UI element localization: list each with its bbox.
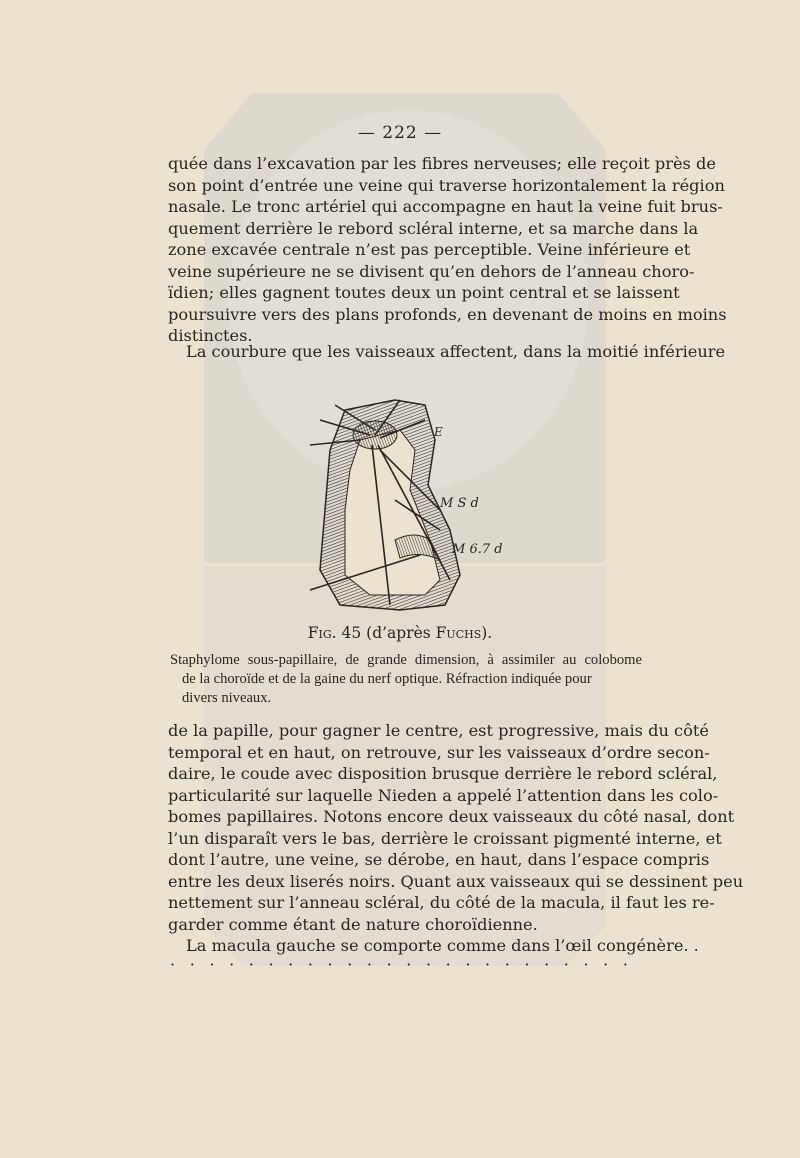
leader-dot: · [209,955,215,974]
text-line: daire, le coude avec disposition brusque derrière le rebord scléral, [168,764,718,783]
text-line: La courbure que les vaisseaux affectent, dans la moitié inférieure [186,342,726,361]
leader-dot: · [327,955,333,974]
paragraph-3 [168,720,744,935]
leader-dot: · [347,955,353,974]
text-line: zone excavée centrale n’est pas perceptible. Veine inférieure et [168,240,691,259]
text-line: La macula gauche se comporte comme dans l’œil congénère. . [186,936,699,955]
text-line: particularité sur laquelle Nieden a appelé l’attention dans les colo- [168,785,719,805]
leader-dot: · [307,955,313,974]
leader-dot: · [583,955,589,974]
leader-dot: · [268,955,274,974]
text-line: son point d’entrée une veine qui traverse horizontalement la région [168,175,725,195]
text-line: nettement sur l’anneau scléral, du côté de la macula, il faut les re- [168,893,715,912]
text-line: nasale. Le tronc artériel qui accompagne en haut la veine fuit brus- [168,197,723,216]
figure-45-engraving [300,390,520,615]
leader-dot: · [485,955,491,974]
leader-dot: · [386,955,392,974]
leader-dot: · [445,955,451,974]
paragraph-4 [168,935,699,957]
figure-description-line: Staphylome sous-papillaire, de grande dimension, à assimiler au colobome [170,652,642,668]
text-line: bomes papillaires. Notons encore deux vaisseaux du côté nasal, dont [168,807,735,826]
text-line: de la papille, pour gagner le centre, est progressive, mais du côté [168,721,709,740]
figure-caption [0,624,800,642]
text-line: quée dans l’excavation par les fibres nerveuses; elle reçoit près de [168,154,716,173]
figure-description-line: divers niveaux. [182,690,272,706]
figure-label-m67d: M 6.7 d [452,542,503,557]
page-number: — 222 — [357,123,443,143]
text-line: ïdien; elles gagnent toutes deux un point central et se laissent [168,283,680,302]
leader-dot: · [229,955,235,974]
text-line: quement derrière le rebord scléral interne, et sa marche dans la [168,218,699,238]
paragraph-1 [168,153,727,347]
figure-caption-suffix: ). [481,624,493,642]
text-line: l’un disparaît vers le bas, derrière le croissant pigmenté interne, et [168,828,722,848]
leader-dot: · [544,955,550,974]
leader-dot: · [563,955,569,974]
text-line: garder comme étant de nature choroïdienne. [168,914,538,934]
figure-description [170,651,642,708]
figure-label-e: E [434,425,443,439]
dot-leader-row [170,955,628,974]
text-line: entre les deux liserés noirs. Quant aux vaisseaux qui se dessinent peu [168,871,744,891]
figure-label-msd: M S d [440,496,479,511]
leader-dot: · [504,955,510,974]
figure-description-line: de la choroïde et de la gaine du nerf optique. Réfraction indiquée pour [182,671,592,687]
text-line: dont l’autre, une veine, se dérobe, en haut, dans l’espace compris [168,850,710,869]
figure-author: Fuchs [435,624,482,642]
figure-number: Fig. 45 [307,624,362,642]
text-line: veine supérieure ne se divisent qu’en dehors de l’anneau choro- [168,261,695,281]
text-line: distinctes. [168,326,253,345]
leader-dot: · [248,955,254,974]
paragraph-2 [168,341,726,363]
leader-dot: · [288,955,294,974]
leader-dot: · [189,955,195,974]
leader-dot: · [406,955,412,974]
leader-dot: · [622,955,628,974]
leader-dot: · [170,955,176,974]
text-line: temporal et en haut, on retrouve, sur les vaisseaux d’ordre secon- [168,742,710,762]
leader-dot: · [366,955,372,974]
leader-dot: · [465,955,471,974]
leader-dot: · [425,955,432,974]
text-line: poursuivre vers des plans profonds, en devenant de moins en moins [168,304,727,324]
figure-caption-mid: (d’après [361,624,436,642]
leader-dot: · [524,955,530,974]
leader-dot: · [603,955,609,974]
